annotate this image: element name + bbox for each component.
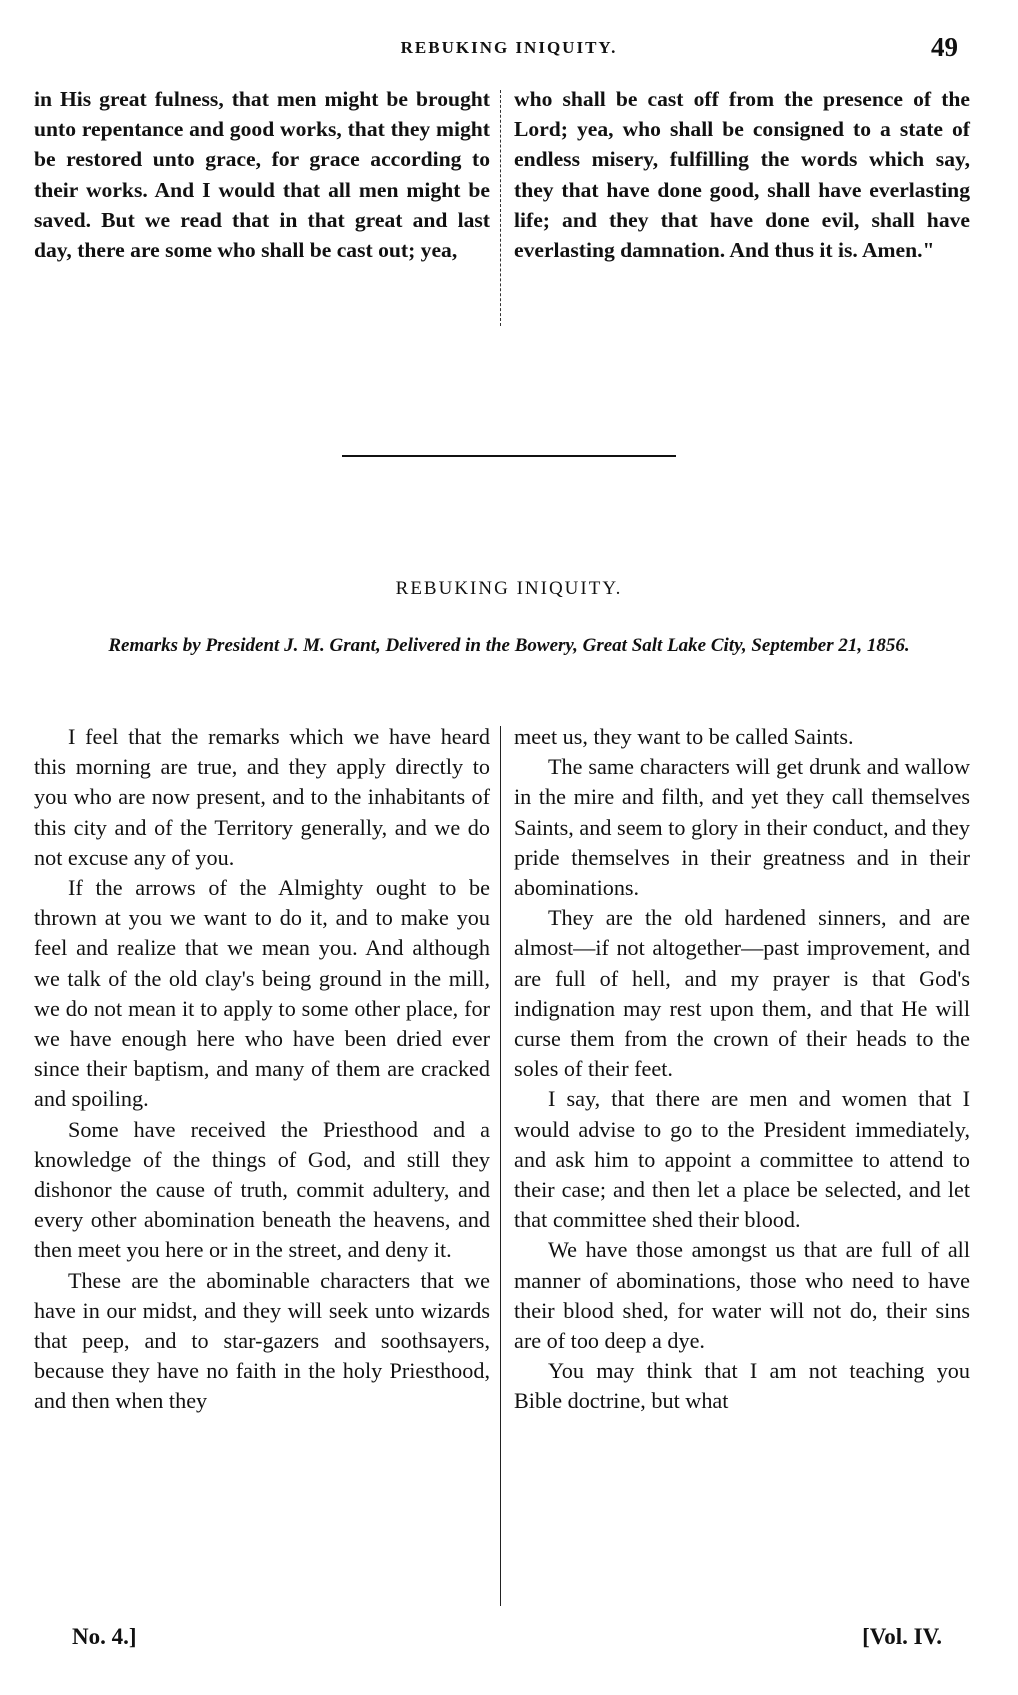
- prior-sermon-right-column: [514, 84, 970, 265]
- paragraph: We have those amongst us that are full of all manner of abominations, those who need to have their blood shed, for water will not do, their sins are of too deep a dye.: [514, 1237, 970, 1354]
- paragraph: I say, that there are men and women that I would advise to go to the President immediately, and ask him to appoint a committee to attend to their case; and then let a place be selected, and let that committee shed their blood.: [514, 1086, 970, 1233]
- column-divider: [500, 726, 501, 1606]
- prior-sermon-right-text: who shall be cast off from the presence of the Lord; yea, who shall be consigned to a state of endless misery, fulfilling the words which say, they that have done good, shall have everlasting life; and they that have done evil, shall have everlasting damnation. And thus it is. Amen.": [514, 87, 970, 263]
- column-divider: [500, 90, 501, 326]
- paragraph: These are the abominable characters that we have in our midst, and they will seek unto wizards that peep, and to star-gazers and soothsayers, because they have no faith in the holy Priesthood, and then when they: [34, 1267, 490, 1414]
- running-title: REBUKING INIQUITY.: [400, 38, 618, 57]
- paragraph: I feel that the remarks which we have heard this morning are true, and they apply directly to you who are now present, and to the inhabitants of this city and of the Territory generally, and we do not excuse any of you.: [34, 724, 490, 870]
- article-body: [34, 722, 982, 1608]
- volume-number: [Vol. IV.: [862, 1624, 942, 1649]
- page-footer: [0, 1624, 1018, 1658]
- paragraph-continuation: meet us, they want to be called Saints.: [514, 724, 854, 749]
- prior-sermon-left-column: [34, 84, 490, 265]
- prior-sermon-left-text: in His great fulness, that men might be brought unto repentance and good works, that they might be restored unto grace, for grace according to their works. And I would that all men might be saved. But we read that in that great and last day, there are some who shall be cast out; yea,: [34, 87, 490, 263]
- issue-number: No. 4.]: [72, 1624, 137, 1649]
- section-rule: [342, 455, 676, 457]
- article-subtitle: Remarks by President J. M. Grant, Delivered in the Bowery, Great Salt Lake City, September 21, 1856.: [108, 635, 910, 656]
- paragraph: Some have received the Priesthood and a knowledge of the things of God, and still they dishonor the cause of truth, commit adultery, and every other abomination beneath the heavens, and then meet you here or in the street, and deny it.: [34, 1116, 490, 1263]
- article-title: REBUKING INIQUITY.: [395, 578, 623, 599]
- running-header: [0, 34, 1018, 64]
- paragraph: If the arrows of the Almighty ought to be thrown at you we want to do it, and to make you feel and realize that we mean you. And although we talk of the old clay's being ground in the mill, we do not mean it to apply to some other place, for we have enough here who have been dried ever since their baptism, and many of them are cracked and spoiling.: [34, 875, 490, 1112]
- page-number: 49: [931, 32, 958, 62]
- prior-sermon-ending: [34, 84, 982, 330]
- paragraph: They are the old hardened sinners, and are almost—if not altogether—past improvement, and are full of hell, and my prayer is that God's indignation may rest upon them, and that He will curse them from the crown of their heads to the soles of their feet.: [514, 905, 970, 1082]
- paragraph: The same characters will get drunk and wallow in the mire and filth, and yet they call themselves Saints, and seem to glory in their conduct, and they pride themselves in their greatness and in their abominations.: [514, 754, 970, 901]
- article-left-column: [34, 722, 490, 1417]
- paragraph: You may think that I am not teaching you Bible doctrine, but what: [514, 1358, 970, 1414]
- article-right-column: [514, 722, 970, 1417]
